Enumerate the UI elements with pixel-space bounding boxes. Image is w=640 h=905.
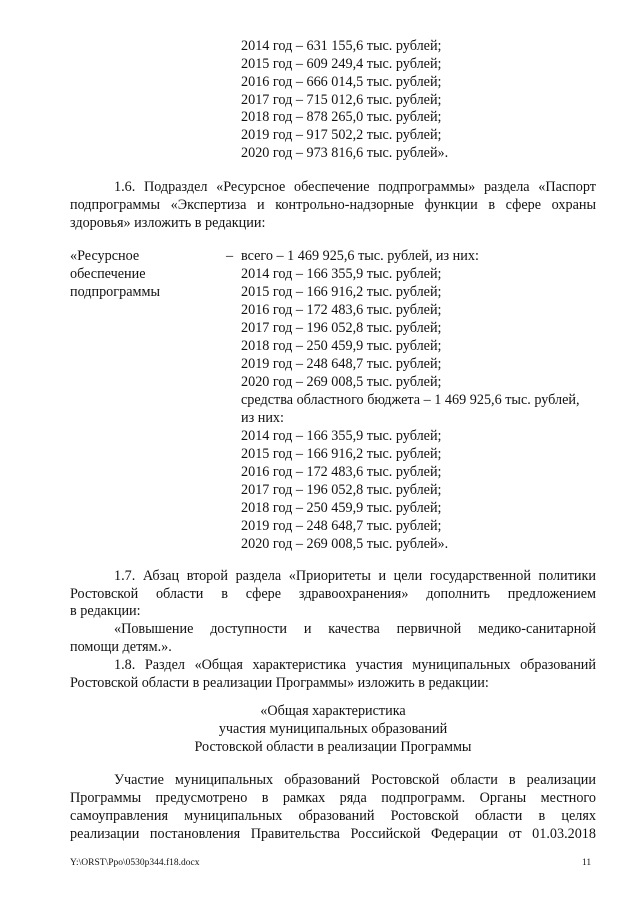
section-1-7-line-3: в редакции: <box>70 603 141 619</box>
section-1-7-quote-1: «Повышение доступности и качества первичной медико-санитарной <box>114 621 596 637</box>
resource-year-regional: 2016 год – 172 483,6 тыс. рублей; <box>241 464 442 480</box>
section-1-7-quote-2: помощи детям.». <box>70 639 172 655</box>
resource-label-line: «Ресурсное <box>70 248 140 264</box>
body-para-line-1: Участие муниципальных образований Ростовской области в реализации <box>114 772 596 788</box>
resource-year-total: 2014 год – 166 355,9 тыс. рублей; <box>241 266 442 282</box>
resource-year-total: 2017 год – 196 052,8 тыс. рублей; <box>241 320 442 336</box>
resource-year-total: 2020 год – 269 008,5 тыс. рублей; <box>241 374 442 390</box>
resource-regional-line-1: средства областного бюджета – 1 469 925,6 тыс. рублей, <box>241 392 580 408</box>
section-1-6-line-3: здоровья» изложить в редакции: <box>70 215 266 231</box>
heading-line-3: Ростовской области в реализации Программы <box>194 739 472 755</box>
resource-total-line: всего – 1 469 925,6 тыс. рублей, из них: <box>241 248 479 264</box>
resource-year-total: 2019 год – 248 648,7 тыс. рублей; <box>241 356 442 372</box>
resource-year-total: 2018 год – 250 459,9 тыс. рублей; <box>241 338 442 354</box>
resource-year-total: 2016 год – 172 483,6 тыс. рублей; <box>241 302 442 318</box>
body-para-line-4: реализации постановления Правительства Российской Федерации от 01.03.2018 <box>70 826 596 842</box>
resource-dash: – <box>226 248 234 264</box>
resource-year-regional: 2019 год – 248 648,7 тыс. рублей; <box>241 518 442 534</box>
resource-year-regional: 2017 год – 196 052,8 тыс. рублей; <box>241 482 442 498</box>
top-list-item: 2016 год – 666 014,5 тыс. рублей; <box>241 74 442 90</box>
top-list-item: 2014 год – 631 155,6 тыс. рублей; <box>241 38 442 54</box>
section-1-8-line-1: 1.8. Раздел «Общая характеристика участия муниципальных образований <box>114 657 596 673</box>
resource-year-total: 2015 год – 166 916,2 тыс. рублей; <box>241 284 442 300</box>
top-list-item: 2020 год – 973 816,6 тыс. рублей». <box>241 145 449 161</box>
resource-regional-line-2: из них: <box>241 410 284 426</box>
top-list-item: 2018 год – 878 265,0 тыс. рублей; <box>241 109 442 125</box>
resource-label-line: обеспечение <box>70 266 146 282</box>
section-1-7-line-1: 1.7. Абзац второй раздела «Приоритеты и цели государственной политики <box>114 568 596 584</box>
top-list-item: 2017 год – 715 012,6 тыс. рублей; <box>241 92 442 108</box>
heading-line-1: «Общая характеристика <box>260 703 406 719</box>
section-1-6-line-2: подпрограммы «Экспертиза и контрольно-надзорные функции в сфере охраны <box>70 197 596 213</box>
resource-year-regional: 2020 год – 269 008,5 тыс. рублей». <box>241 536 449 552</box>
resource-year-regional: 2015 год – 166 916,2 тыс. рублей; <box>241 446 442 462</box>
top-list-item: 2015 год – 609 249,4 тыс. рублей; <box>241 56 442 72</box>
body-para-line-2: Программы предусмотрено в рамках ряда подпрограмм. Органы местного <box>70 790 596 806</box>
footer-file-path: Y:\ORST\Ppo\0530p344.f18.docx <box>70 858 200 868</box>
section-1-8-line-2: Ростовской области в реализации Программы» изложить в редакции: <box>70 675 489 691</box>
footer-page-number: 11 <box>582 858 592 868</box>
resource-year-regional: 2014 год – 166 355,9 тыс. рублей; <box>241 428 442 444</box>
top-list-item: 2019 год – 917 502,2 тыс. рублей; <box>241 127 442 143</box>
section-1-6-line-1: 1.6. Подраздел «Ресурсное обеспечение подпрограммы» раздела «Паспорт <box>114 179 596 195</box>
resource-label-line: подпрограммы <box>70 284 160 300</box>
body-para-line-3: самоуправления муниципальных образований Ростовской области в целях <box>70 808 596 824</box>
heading-line-2: участия муниципальных образований <box>218 721 448 737</box>
section-1-7-line-2: Ростовской области в сфере здравоохранения» дополнить предложением <box>70 586 596 602</box>
resource-year-regional: 2018 год – 250 459,9 тыс. рублей; <box>241 500 442 516</box>
